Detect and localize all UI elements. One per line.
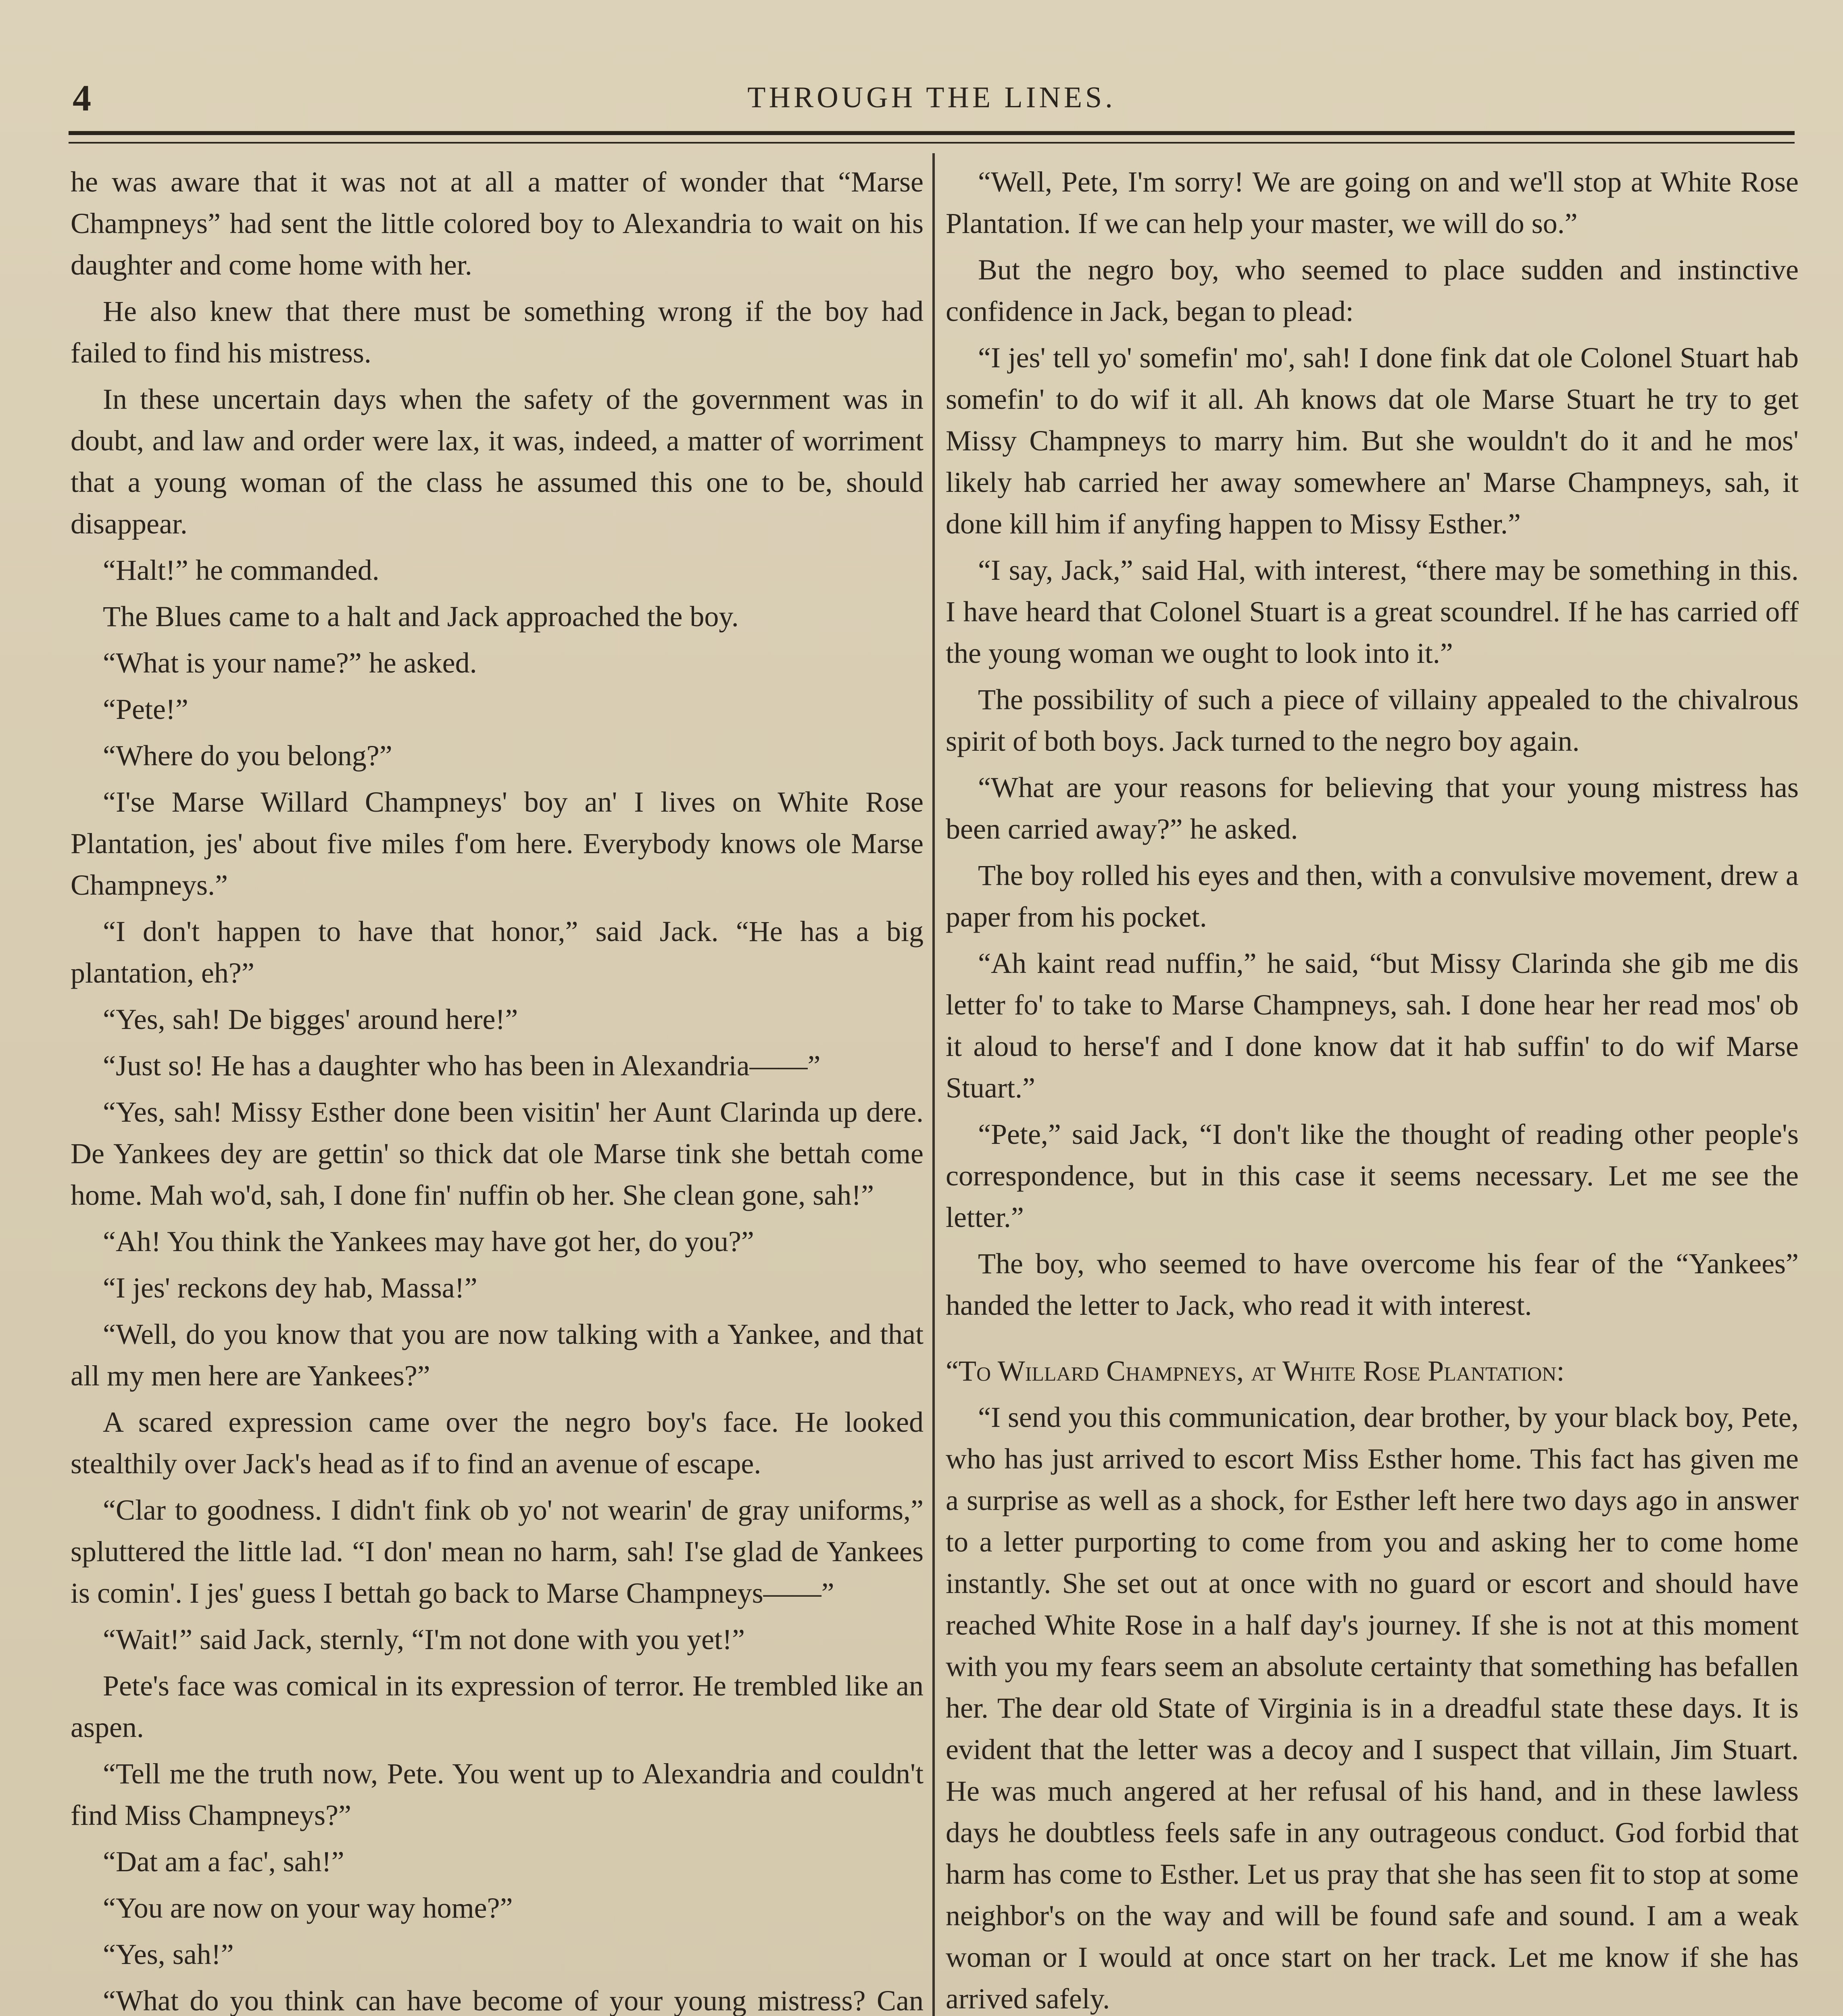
paragraph: He also knew that there must be something wrong if the boy had failed to find his mistress. bbox=[71, 295, 924, 369]
paragraph: Pete's face was comical in its expression of terror. He trembled like an aspen. bbox=[71, 1670, 924, 1743]
paragraph: “Yes, sah! De bigges' around here!” bbox=[103, 1003, 518, 1035]
paragraph: “I say, Jack,” said Hal, with interest, “there may be something in this. I have heard that Colonel Stuart is a great scoundrel. If he has carried off the young woman we ought to look into it.” bbox=[946, 554, 1799, 669]
paragraph: The Blues came to a halt and Jack approached the boy. bbox=[103, 600, 739, 633]
paragraph: “Ah kaint read nuffin,” he said, “but Missy Clarinda she gib me dis letter fo' to take to Marse Champneys, sah. I done hear her read mos' ob it aloud to herse'f and I done know dat it hab suffin' to do wif Marse Stuart.” bbox=[946, 947, 1799, 1104]
paragraph: “Yes, sah!” bbox=[103, 1938, 234, 1970]
paragraph: The boy rolled his eyes and then, with a convulsive movement, drew a paper from his pocket. bbox=[946, 859, 1799, 933]
running-title: THROUGH THE LINES. bbox=[747, 81, 1116, 114]
letter-body: “I send you this communication, dear brother, by your black boy, Pete, who has just arrived to escort Miss Esther home. This fact has given me a surprise as well as a shock, for Esther left here two days ago in answer to a letter purporting to come from you and asking her to come home instantly. She set out at once with no guard or escort and should have reached White Rose in a half day's journey. If she is not at this moment with you my fears seem an absolute certainty that something has befallen her. The dear old State of Virginia is in a dreadful state these days. It is evident that the letter was a decoy and I suspect that villain, Jim Stuart. He was much angered at her refusal of his hand, and in these lawless days he doubtless feels safe in any outrageous conduct. God forbid that harm has come to Esther. Let us pray that she has seen fit to stop at some neighbor's on the way and will be found safe and sound. I am a weak woman or I would at once start on her track. Let me know if she has arrived safely. bbox=[946, 1401, 1799, 2015]
paragraph: “What is your name?” he asked. bbox=[103, 647, 477, 679]
paragraph: he was aware that it was not at all a matter of wonder that “Marse Champneys” had sent the little colored boy to Alexandria to wait on his daughter and come home with her. bbox=[71, 166, 924, 281]
paragraph: “You are now on your way home?” bbox=[103, 1892, 513, 1924]
paragraph: “Yes, sah! Missy Esther done been visitin' her Aunt Clarinda up dere. De Yankees dey are gettin' so thick dat ole Marse tink she bettah come home. Mah wo'd, sah, I done fin' nuffin ob her. She clean gone, sah!” bbox=[71, 1096, 924, 1211]
paragraph: “What are your reasons for believing that your young mistress has been carried away?” he asked. bbox=[946, 771, 1799, 845]
paragraph: The possibility of such a piece of villainy appealed to the chivalrous spirit of both boys. Jack turned to the negro boy again. bbox=[946, 683, 1799, 757]
letter-salutation: “To Willard Champneys, at White Rose Plantation: bbox=[946, 1355, 1565, 1387]
paragraph: “What do you think can have become of your young mistress? Can bbox=[103, 1985, 924, 2016]
header-rule-thick bbox=[69, 131, 1795, 135]
paragraph: “Halt!” he commanded. bbox=[103, 554, 379, 586]
paragraph: “Clar to goodness. I didn't fink ob yo' not wearin' de gray uniforms,” spluttered the little lad. “I don' mean no harm, sah! I'se glad de Yankees is comin'. I jes' guess I bettah go back to Marse Champneys——” bbox=[71, 1494, 924, 1609]
paragraph: “Just so! He has a daughter who has been in Alexandria——” bbox=[103, 1050, 821, 1082]
paragraph: “I'se Marse Willard Champneys' boy an' I lives on White Rose Plantation, jes' about five miles f'om here. Everybody knows ole Marse Champneys.” bbox=[71, 786, 924, 901]
paragraph: “Dat am a fac', sah!” bbox=[103, 1845, 344, 1878]
paragraph: The boy, who seemed to have overcome his fear of the “Yankees” handed the letter to Jack, who read it with interest. bbox=[946, 1248, 1799, 1321]
paragraph: “Pete,” said Jack, “I don't like the thought of reading other people's correspondence, but in this case it seems necessary. Let me see the letter.” bbox=[946, 1118, 1799, 1233]
paragraph: But the negro boy, who seemed to place sudden and instinctive confidence in Jack, began to plead: bbox=[946, 254, 1799, 327]
page-header bbox=[69, 77, 1795, 125]
paragraph: “I jes' tell yo' somefin' mo', sah! I done fink dat ole Colonel Stuart hab somefin' to do wif it all. Ah knows dat ole Marse Stuart he try to get Missy Champneys to marry him. But she wouldn't do it and he mos' likely hab carried her away somewhere an' Marse Champneys, sah, it done kill him if anyfing happen to Missy Esther.” bbox=[946, 342, 1799, 540]
paragraph: “Ah! You think the Yankees may have got her, do you?” bbox=[103, 1225, 754, 1258]
paragraph: “Well, Pete, I'm sorry! We are going on and we'll stop at White Rose Plantation. If we can help your master, we will do so.” bbox=[946, 166, 1799, 240]
paragraph: A scared expression came over the negro boy's face. He looked stealthily over Jack's head as if to find an avenue of escape. bbox=[71, 1406, 924, 1480]
paragraph: “Wait!” said Jack, sternly, “I'm not done with you yet!” bbox=[103, 1623, 745, 1656]
right-column bbox=[946, 161, 1799, 2016]
paragraph: “Pete!” bbox=[103, 693, 188, 725]
paragraph: “I don't happen to have that honor,” said Jack. “He has a big plantation, eh?” bbox=[71, 915, 924, 989]
page-number: 4 bbox=[73, 77, 91, 119]
column-divider bbox=[932, 153, 935, 2016]
paragraph: “Well, do you know that you are now talking with a Yankee, and that all my men here are Yankees?” bbox=[71, 1318, 924, 1392]
header-rule-thin bbox=[69, 142, 1795, 144]
left-column bbox=[71, 161, 924, 2016]
paragraph: “Where do you belong?” bbox=[103, 739, 392, 772]
paragraph: In these uncertain days when the safety of the government was in doubt, and law and order were lax, it was, indeed, a matter of worriment that a young woman of the class he assumed this one to be, should disappear. bbox=[71, 383, 924, 540]
paragraph: “Tell me the truth now, Pete. You went up to Alexandria and couldn't find Miss Champneys?” bbox=[71, 1758, 924, 1831]
paragraph: “I jes' reckons dey hab, Massa!” bbox=[103, 1272, 477, 1304]
